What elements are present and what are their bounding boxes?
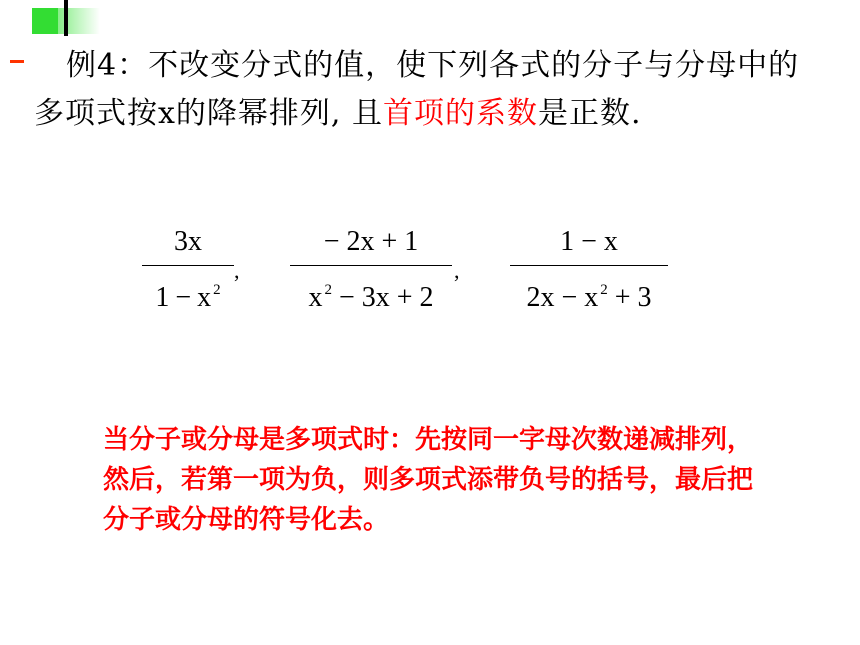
fraction-1-denominator: 1 − x $^2$ — [155, 282, 221, 313]
example-heading — [34, 42, 824, 138]
fraction-2-numerator: − 2x + 1 — [323, 226, 419, 257]
fraction-2-denominator: x $^2$ − 3x + 2 — [308, 282, 434, 313]
heading-highlight: 首项的系数 — [383, 96, 538, 131]
fraction-2 — [290, 222, 452, 313]
fraction-1 — [142, 222, 234, 313]
fraction-list — [130, 222, 690, 322]
fraction-3 — [510, 222, 668, 313]
separator-comma: , — [234, 258, 240, 283]
fraction-3-denominator: 2x − x $^2$ + 3 — [526, 282, 652, 313]
decorative-green-square — [32, 8, 58, 34]
method-note: 当分子或分母是多项式时：先按同一字母次数递减排列，然后，若第一项为负，则多项式添带负号的括号，最后把分子或分母的符号化去。 — [103, 425, 754, 535]
separator-comma: , — [454, 258, 460, 283]
heading-suffix: 是正数. — [538, 96, 642, 131]
bullet-dash-icon — [10, 60, 24, 63]
fraction-1-numerator: 3x — [174, 226, 202, 257]
decorative-black-bar — [64, 0, 68, 36]
heading-text: 例4：不改变分式的值，使下列各式的分子与分母中的多项式按x的降幂排列, 且 — [34, 48, 800, 131]
fraction-3-numerator: 1 − x — [560, 226, 618, 257]
